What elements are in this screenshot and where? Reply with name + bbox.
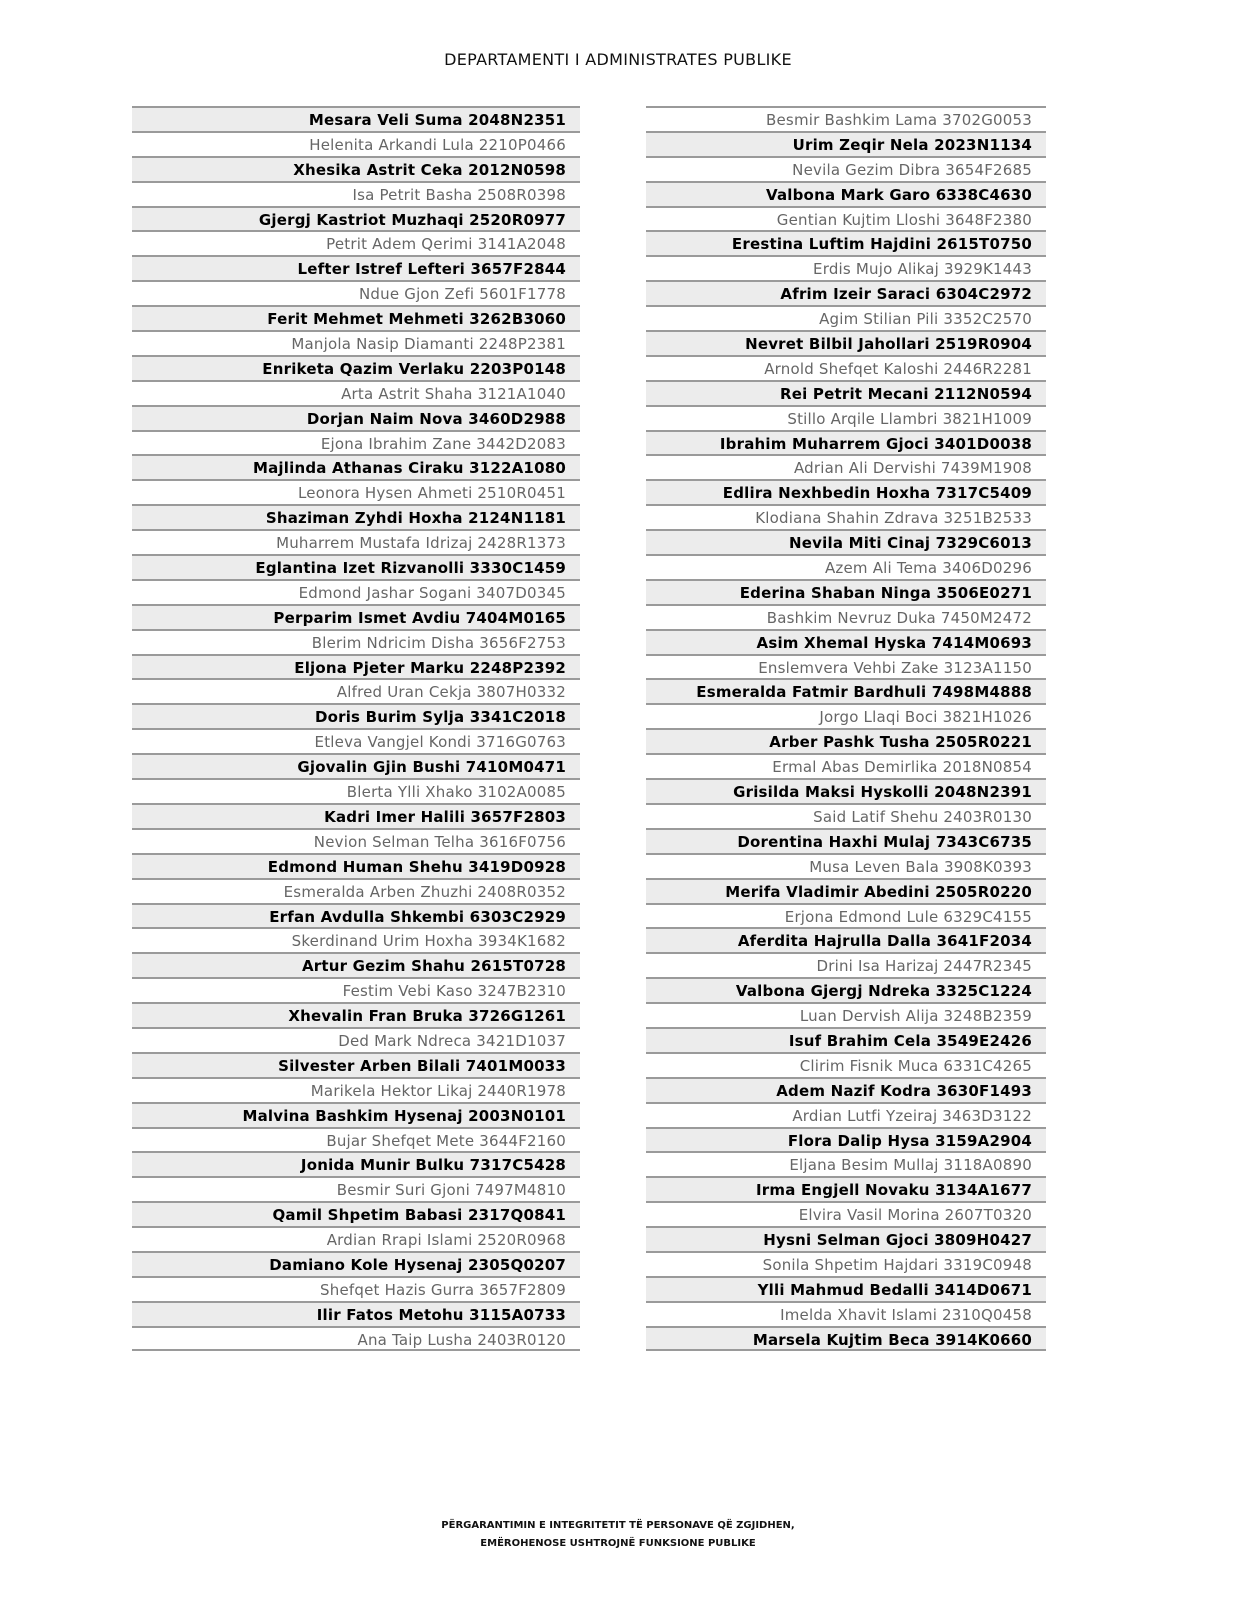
list-item: Xhesika Astrit Ceka 2012N0598 xyxy=(132,156,580,181)
list-item: Erdis Mujo Alikaj 3929K1443 xyxy=(646,255,1046,280)
list-item: Dorentina Haxhi Mulaj 7343C6735 xyxy=(646,828,1046,853)
list-item: Erestina Luftim Hajdini 2615T0750 xyxy=(646,230,1046,255)
list-item: Blerim Ndricim Disha 3656F2753 xyxy=(132,629,580,654)
list-item: Flora Dalip Hysa 3159A2904 xyxy=(646,1127,1046,1152)
footer-line-2: EMËROHENOSE USHTROJNË FUNKSIONE PUBLIKE xyxy=(480,1538,756,1549)
list-item: Merifa Vladimir Abedini 2505R0220 xyxy=(646,878,1046,903)
list-item: Doris Burim Sylja 3341C2018 xyxy=(132,703,580,728)
list-item: Ardian Rrapi Islami 2520R0968 xyxy=(132,1226,580,1251)
list-item: Isuf Brahim Cela 3549E2426 xyxy=(646,1027,1046,1052)
list-item: Musa Leven Bala 3908K0393 xyxy=(646,853,1046,878)
list-item: Elvira Vasil Morina 2607T0320 xyxy=(646,1201,1046,1226)
list-item: Alfred Uran Cekja 3807H0332 xyxy=(132,678,580,703)
list-item: Marikela Hektor Likaj 2440R1978 xyxy=(132,1077,580,1102)
list-item: Enriketa Qazim Verlaku 2203P0148 xyxy=(132,355,580,380)
list-item: Gjovalin Gjin Bushi 7410M0471 xyxy=(132,753,580,778)
list-item: Mesara Veli Suma 2048N2351 xyxy=(132,106,580,131)
list-item: Marsela Kujtim Beca 3914K0660 xyxy=(646,1326,1046,1351)
list-item: Esmeralda Fatmir Bardhuli 7498M4888 xyxy=(646,678,1046,703)
list-item: Shaziman Zyhdi Hoxha 2124N1181 xyxy=(132,504,580,529)
list-item: Xhevalin Fran Bruka 3726G1261 xyxy=(132,1002,580,1027)
list-item: Kadri Imer Halili 3657F2803 xyxy=(132,803,580,828)
list-item: Ilir Fatos Metohu 3115A0733 xyxy=(132,1301,580,1326)
list-item: Edmond Human Shehu 3419D0928 xyxy=(132,853,580,878)
list-item: Urim Zeqir Nela 2023N1134 xyxy=(646,131,1046,156)
list-item: Ibrahim Muharrem Gjoci 3401D0038 xyxy=(646,430,1046,455)
list-item: Adem Nazif Kodra 3630F1493 xyxy=(646,1077,1046,1102)
list-item: Perparim Ismet Avdiu 7404M0165 xyxy=(132,604,580,629)
list-item: Eglantina Izet Rizvanolli 3330C1459 xyxy=(132,554,580,579)
list-item: Arber Pashk Tusha 2505R0221 xyxy=(646,728,1046,753)
list-item: Ylli Mahmud Bedalli 3414D0671 xyxy=(646,1276,1046,1301)
list-item: Ardian Lutfi Yzeiraj 3463D3122 xyxy=(646,1102,1046,1127)
list-item: Aferdita Hajrulla Dalla 3641F2034 xyxy=(646,927,1046,952)
list-item: Etleva Vangjel Kondi 3716G0763 xyxy=(132,728,580,753)
list-item: Qamil Shpetim Babasi 2317Q0841 xyxy=(132,1201,580,1226)
list-item: Manjola Nasip Diamanti 2248P2381 xyxy=(132,330,580,355)
list-item: Agim Stilian Pili 3352C2570 xyxy=(646,305,1046,330)
list-item: Imelda Xhavit Islami 2310Q0458 xyxy=(646,1301,1046,1326)
list-item: Besmir Suri Gjoni 7497M4810 xyxy=(132,1176,580,1201)
list-item: Gjergj Kastriot Muzhaqi 2520R0977 xyxy=(132,206,580,231)
list-item: Damiano Kole Hysenaj 2305Q0207 xyxy=(132,1251,580,1276)
list-item: Festim Vebi Kaso 3247B2310 xyxy=(132,977,580,1002)
list-item: Hysni Selman Gjoci 3809H0427 xyxy=(646,1226,1046,1251)
list-item: Valbona Gjergj Ndreka 3325C1224 xyxy=(646,977,1046,1002)
list-item: Nevion Selman Telha 3616F0756 xyxy=(132,828,580,853)
list-item: Ded Mark Ndreca 3421D1037 xyxy=(132,1027,580,1052)
list-item: Eljona Pjeter Marku 2248P2392 xyxy=(132,654,580,679)
list-item: Isa Petrit Basha 2508R0398 xyxy=(132,181,580,206)
list-item: Said Latif Shehu 2403R0130 xyxy=(646,803,1046,828)
list-item: Jorgo Llaqi Boci 3821H1026 xyxy=(646,703,1046,728)
list-item: Artur Gezim Shahu 2615T0728 xyxy=(132,952,580,977)
list-item: Klodiana Shahin Zdrava 3251B2533 xyxy=(646,504,1046,529)
list-item: Arta Astrit Shaha 3121A1040 xyxy=(132,380,580,405)
page-title: DEPARTAMENTI I ADMINISTRATES PUBLIKE xyxy=(444,50,792,69)
list-item: Gentian Kujtim Lloshi 3648F2380 xyxy=(646,206,1046,231)
list-item: Arnold Shefqet Kaloshi 2446R2281 xyxy=(646,355,1046,380)
list-item: Enslemvera Vehbi Zake 3123A1150 xyxy=(646,654,1046,679)
list-item: Drini Isa Harizaj 2447R2345 xyxy=(646,952,1046,977)
list-item: Adrian Ali Dervishi 7439M1908 xyxy=(646,454,1046,479)
list-item: Erfan Avdulla Shkembi 6303C2929 xyxy=(132,903,580,928)
list-item: Lefter Istref Lefteri 3657F2844 xyxy=(132,255,580,280)
list-item: Leonora Hysen Ahmeti 2510R0451 xyxy=(132,479,580,504)
list-item: Silvester Arben Bilali 7401M0033 xyxy=(132,1052,580,1077)
left-name-list xyxy=(132,106,580,1351)
list-item: Skerdinand Urim Hoxha 3934K1682 xyxy=(132,927,580,952)
list-item: Asim Xhemal Hyska 7414M0693 xyxy=(646,629,1046,654)
list-item: Blerta Ylli Xhako 3102A0085 xyxy=(132,778,580,803)
list-item: Nevila Miti Cinaj 7329C6013 xyxy=(646,529,1046,554)
list-item: Sonila Shpetim Hajdari 3319C0948 xyxy=(646,1251,1046,1276)
right-name-list xyxy=(646,106,1046,1351)
list-item: Bujar Shefqet Mete 3644F2160 xyxy=(132,1127,580,1152)
list-item: Ndue Gjon Zefi 5601F1778 xyxy=(132,280,580,305)
list-item: Edmond Jashar Sogani 3407D0345 xyxy=(132,579,580,604)
list-item: Shefqet Hazis Gurra 3657F2809 xyxy=(132,1276,580,1301)
list-item: Ejona Ibrahim Zane 3442D2083 xyxy=(132,430,580,455)
list-item: Ferit Mehmet Mehmeti 3262B3060 xyxy=(132,305,580,330)
list-item: Valbona Mark Garo 6338C4630 xyxy=(646,181,1046,206)
list-item: Ana Taip Lusha 2403R0120 xyxy=(132,1326,580,1351)
list-item: Bashkim Nevruz Duka 7450M2472 xyxy=(646,604,1046,629)
list-item: Edlira Nexhbedin Hoxha 7317C5409 xyxy=(646,479,1046,504)
list-item: Nevret Bilbil Jahollari 2519R0904 xyxy=(646,330,1046,355)
list-item: Irma Engjell Novaku 3134A1677 xyxy=(646,1176,1046,1201)
list-item: Azem Ali Tema 3406D0296 xyxy=(646,554,1046,579)
list-item: Helenita Arkandi Lula 2210P0466 xyxy=(132,131,580,156)
list-item: Ermal Abas Demirlika 2018N0854 xyxy=(646,753,1046,778)
list-item: Besmir Bashkim Lama 3702G0053 xyxy=(646,106,1046,131)
list-item: Eljana Besim Mullaj 3118A0890 xyxy=(646,1151,1046,1176)
footer-line-1: PËRGARANTIMIN E INTEGRITETIT TË PERSONAVE QË ZGJIDHEN, xyxy=(441,1520,795,1531)
list-item: Afrim Izeir Saraci 6304C2972 xyxy=(646,280,1046,305)
list-item: Clirim Fisnik Muca 6331C4265 xyxy=(646,1052,1046,1077)
list-item: Ederina Shaban Ninga 3506E0271 xyxy=(646,579,1046,604)
list-item: Muharrem Mustafa Idrizaj 2428R1373 xyxy=(132,529,580,554)
list-item: Jonida Munir Bulku 7317C5428 xyxy=(132,1151,580,1176)
list-item: Grisilda Maksi Hyskolli 2048N2391 xyxy=(646,778,1046,803)
list-item: Esmeralda Arben Zhuzhi 2408R0352 xyxy=(132,878,580,903)
list-item: Petrit Adem Qerimi 3141A2048 xyxy=(132,230,580,255)
list-item: Dorjan Naim Nova 3460D2988 xyxy=(132,405,580,430)
list-item: Nevila Gezim Dibra 3654F2685 xyxy=(646,156,1046,181)
list-item: Luan Dervish Alija 3248B2359 xyxy=(646,1002,1046,1027)
list-item: Erjona Edmond Lule 6329C4155 xyxy=(646,903,1046,928)
footer xyxy=(0,1517,1236,1553)
list-item: Stillo Arqile Llambri 3821H1009 xyxy=(646,405,1046,430)
list-item: Rei Petrit Mecani 2112N0594 xyxy=(646,380,1046,405)
list-item: Majlinda Athanas Ciraku 3122A1080 xyxy=(132,454,580,479)
list-item: Malvina Bashkim Hysenaj 2003N0101 xyxy=(132,1102,580,1127)
